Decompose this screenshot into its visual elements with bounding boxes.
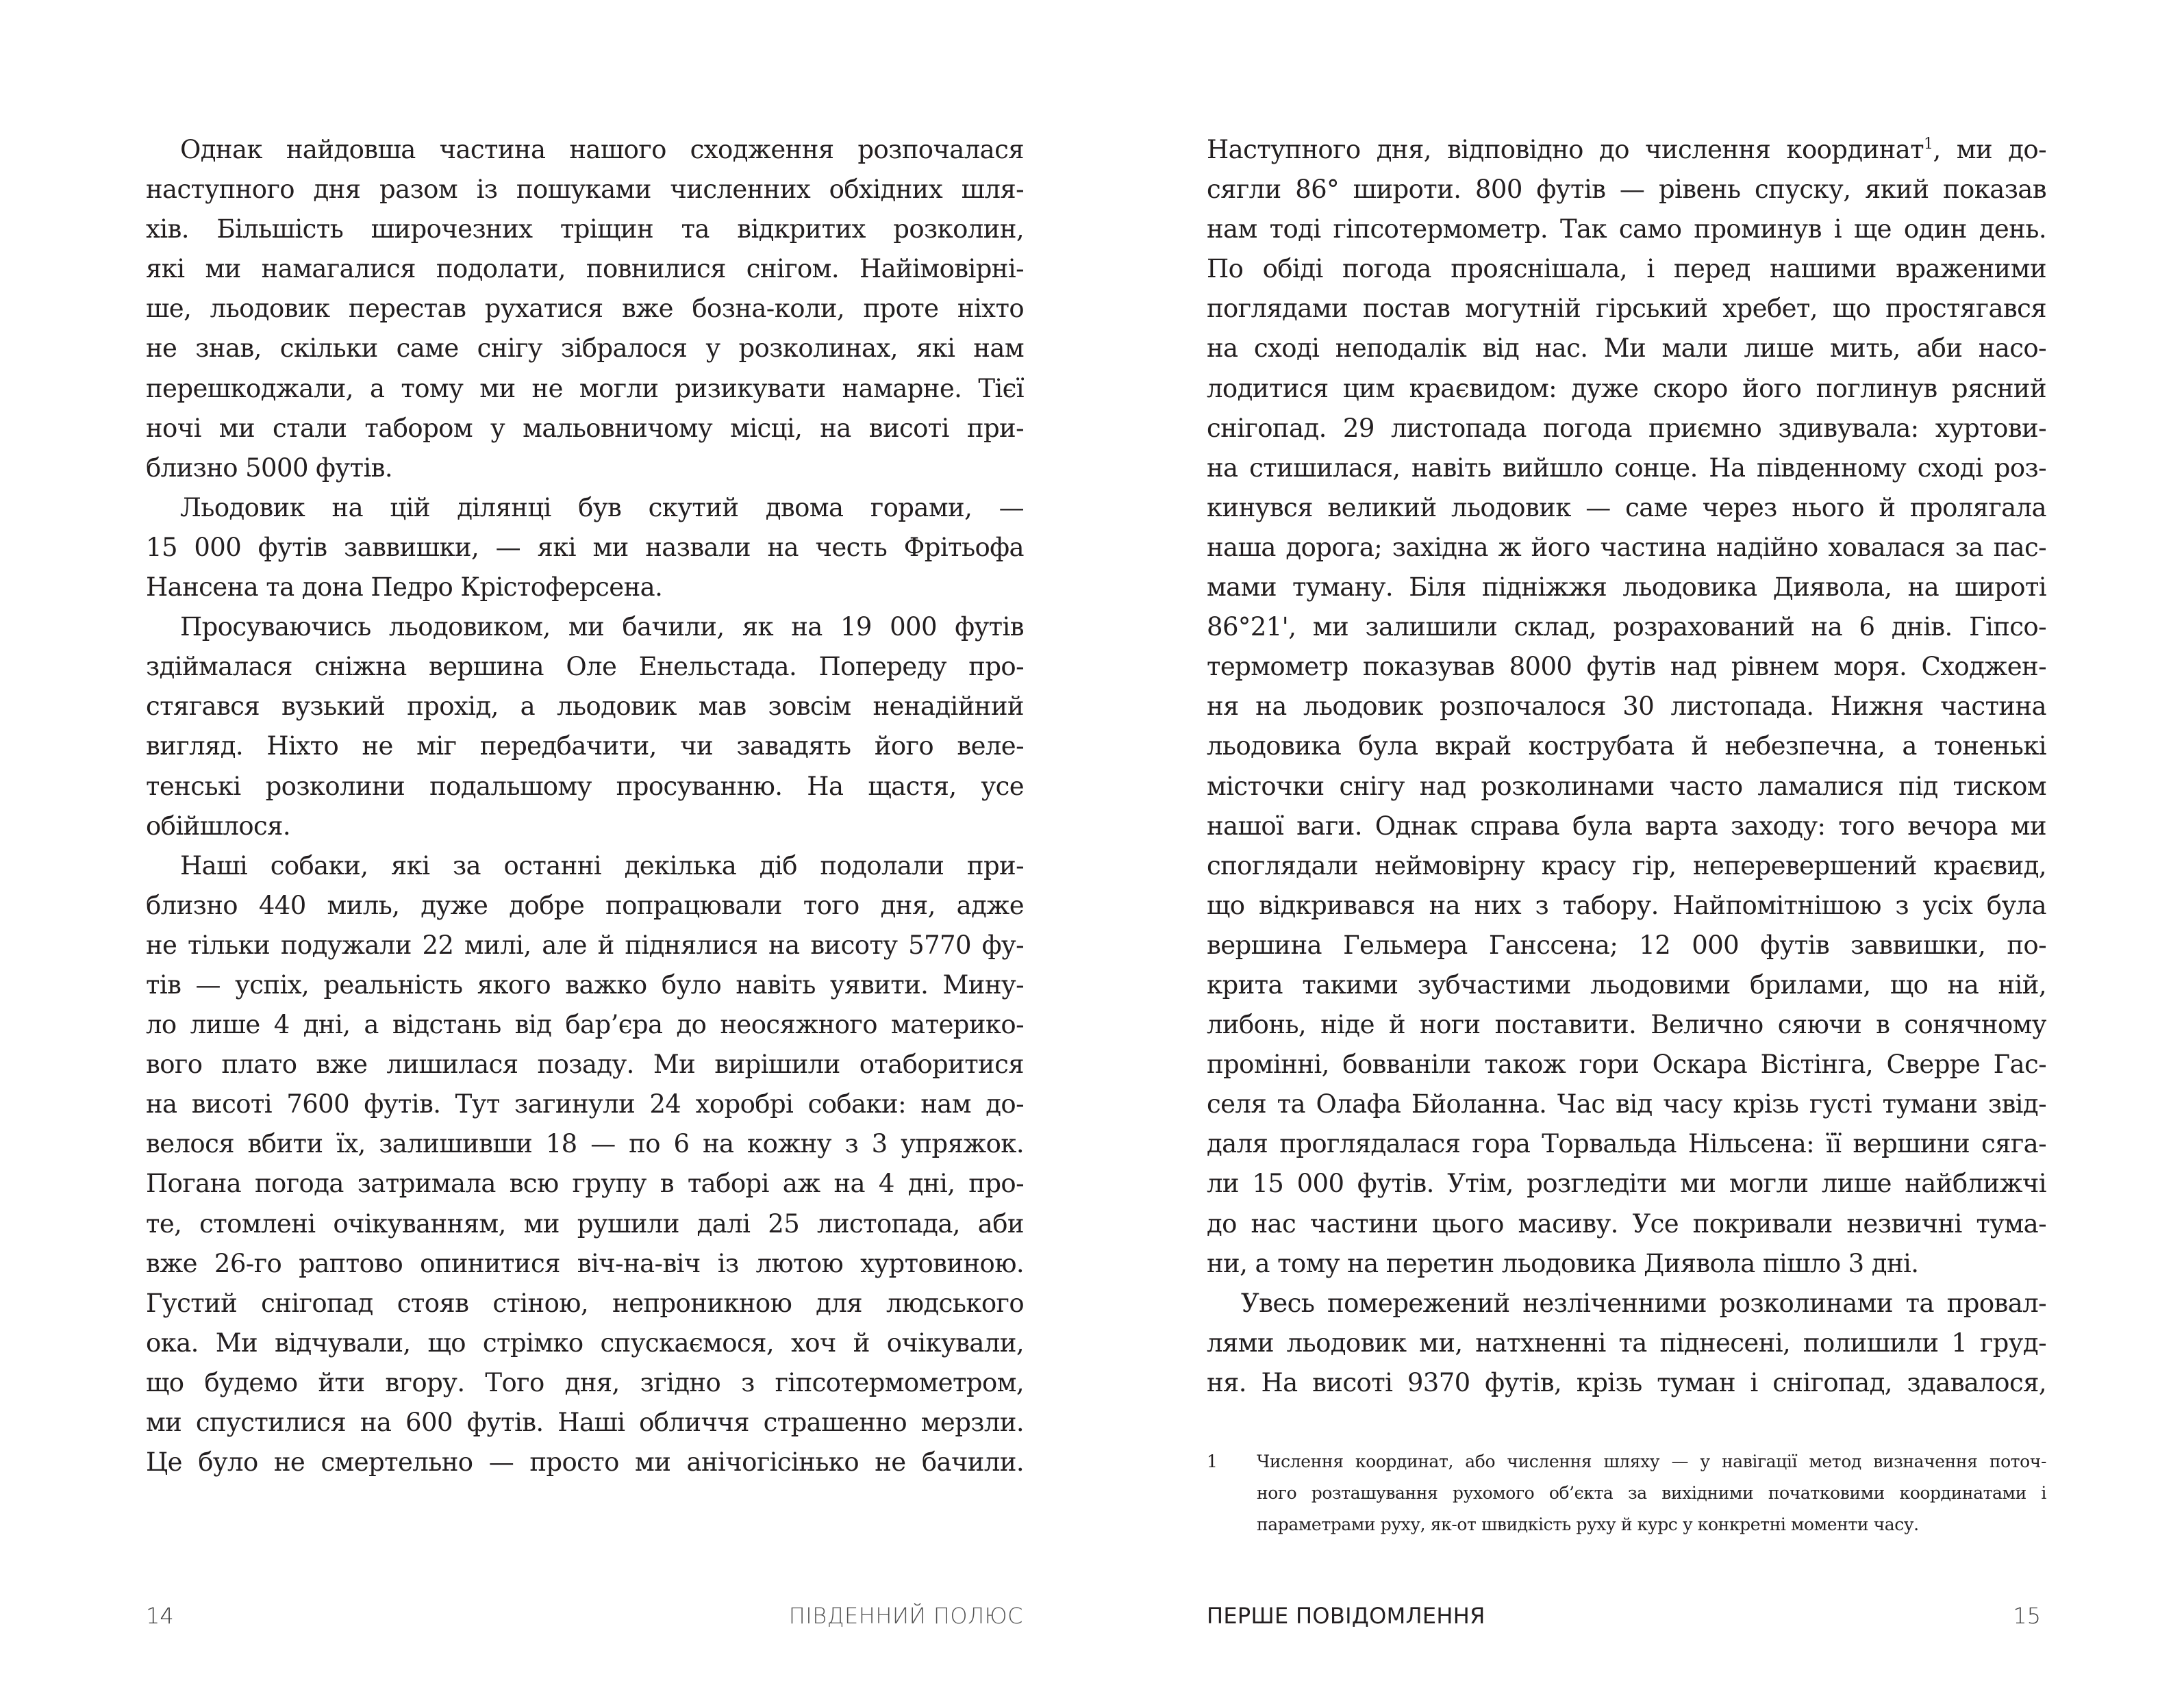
- text-line: [1207, 1124, 2046, 1164]
- text-line: [146, 1443, 1024, 1482]
- text-line: [1207, 767, 2046, 807]
- line-text: споглядали неймовірну красу гір, неперевершений краєвид,: [1207, 850, 2046, 880]
- line-text: нашої ваги. Однак справа була варта заходу: того вечора ми: [1207, 811, 2046, 841]
- line-text: кинувся великий льодовик — саме через нього й пролягала: [1207, 492, 2046, 522]
- line-text: наступного дня разом із пошуками численних обхідних шля-: [146, 175, 1024, 205]
- text-line: [1207, 1363, 2046, 1403]
- line-text: ни, а тому на перетин льодовика Диявола пішло 3 дні.: [1207, 1248, 1919, 1278]
- line-text: сягли 86° широти. 800 футів — рівень спуску, який показав: [1207, 175, 2046, 205]
- line-text: на стишилася, навіть вийшло сонце. На південному сході роз-: [1207, 453, 2046, 483]
- line-text-continued: , ми до-: [1933, 135, 2046, 164]
- line-text: ше, льодовик перестав рухатися вже бозна-коли, проте ніхто: [146, 294, 1024, 324]
- line-text: близно 440 миль, дуже добре попрацювали того дня, адже: [146, 890, 1024, 920]
- line-text: лями льодовик ми, натхненні та піднесені, полишили 1 груд-: [1207, 1328, 2046, 1358]
- text-line: [146, 1204, 1024, 1244]
- line-text: на сході неподалік від нас. Ми мали лише мить, аби насо-: [1207, 333, 2046, 364]
- text-line: [1207, 1284, 2046, 1323]
- line-text: вершина Гельмера Ганссена; 12 000 футів заввишки, по-: [1207, 930, 2046, 960]
- text-line: [1207, 965, 2046, 1005]
- line-text: промінні, бовваніли також гори Оскара Вістінга, Сверре Гас-: [1207, 1050, 2046, 1080]
- text-line: [146, 1244, 1024, 1284]
- line-text: тів — успіх, реальність якого важко було навіть уявити. Мину-: [146, 970, 1024, 1000]
- text-line: [146, 448, 1024, 488]
- line-text: Погана погода затримала всю групу в таборі аж на 4 дні, про-: [146, 1169, 1024, 1199]
- text-line: [1207, 687, 2046, 726]
- line-text: вого плато вже лишилася позаду. Ми вирішили отаборитися: [146, 1050, 1024, 1080]
- text-line: [1207, 607, 2046, 647]
- line-text: обійшлося.: [146, 811, 291, 841]
- text-line: [146, 210, 1024, 249]
- line-text: ока. Ми відчували, що стрімко спускаємося, хоч й очікували,: [146, 1328, 1024, 1358]
- text-line: [1207, 1323, 2046, 1363]
- footnote-line: ного розташування рухомого об’єкта за вихідними початковими координатами і: [1257, 1483, 2046, 1503]
- text-line: [146, 1403, 1024, 1443]
- text-line: [146, 767, 1024, 807]
- text-line: [146, 528, 1024, 568]
- text-line: [1207, 1085, 2046, 1124]
- text-line: [146, 409, 1024, 448]
- line-text: вже 26-го раптово опинитися віч-на-віч із лютою хуртовиною.: [146, 1248, 1024, 1278]
- text-line: [146, 1085, 1024, 1124]
- line-text: вигляд. Ніхто не міг передбачити, чи завадять його веле-: [146, 731, 1024, 761]
- text-line: [146, 369, 1024, 409]
- text-line: [146, 926, 1024, 965]
- text-line: [146, 1045, 1024, 1085]
- text-line: [146, 1323, 1024, 1363]
- line-text: ночі ми стали табором у мальовничому місці, на висоті при-: [146, 413, 1024, 443]
- text-line: [1207, 807, 2046, 846]
- text-line: [1207, 1164, 2046, 1204]
- line-text: що відкривався на них з табору. Найпомітнішою з усіх була: [1207, 890, 2046, 920]
- line-text: здіймалася сніжна вершина Оле Енельстада. Попереду про-: [146, 652, 1024, 682]
- line-text: термометр показував 8000 футів над рівнем моря. Сходжен-: [1207, 652, 2046, 682]
- text-line: [146, 488, 1024, 528]
- line-text: 86°21', ми залишили склад, розрахований на 6 днів. Гіпсо-: [1207, 612, 2046, 642]
- line-text: Просуваючись льодовиком, ми бачили, як на 19 000 футів: [180, 612, 1024, 642]
- text-line: [1207, 1204, 2046, 1244]
- line-text: Нансена та дона Педро Крістоферсена.: [146, 572, 663, 603]
- line-text: льодовика була вкрай кострубата й небезпечна, а тоненькі: [1207, 731, 2046, 761]
- text-line: [1207, 448, 2046, 488]
- text-line: [146, 1164, 1024, 1204]
- text-line: [146, 568, 1024, 607]
- line-text: наша дорога; західна ж його частина надійно ховалася за пас-: [1207, 532, 2046, 562]
- line-text: снігопад. 29 листопада погода приємно здивувала: хуртови-: [1207, 413, 2046, 443]
- line-text: велося вбити їх, залишивши 18 — по 6 на кожну з 3 упряжок.: [146, 1129, 1024, 1159]
- text-line: [146, 1284, 1024, 1323]
- line-text: мами туману. Біля підніжжя льодовика Диявола, на широті: [1207, 572, 2046, 603]
- left-page-body: [146, 130, 1024, 1482]
- line-text: до нас частини цього масиву. Усе покривали незвичні тума-: [1207, 1208, 2046, 1239]
- line-text: Льодовик на цій ділянці був скутий двома горами, —: [180, 492, 1024, 522]
- text-line: [146, 289, 1024, 329]
- text-line: [1207, 726, 2046, 766]
- text-line: [146, 807, 1024, 846]
- line-text: Густий снігопад стояв стіною, непроникною для людського: [146, 1288, 1024, 1318]
- line-text: 15 000 футів заввишки, — які ми назвали на честь Фрітьофа: [146, 532, 1024, 562]
- line-text: не знав, скільки саме снігу зібралося у розколинах, які нам: [146, 333, 1024, 364]
- line-text: селя та Олафа Бйоланна. Час від часу крізь густі тумани звід-: [1207, 1089, 2046, 1119]
- text-line: [1207, 926, 2046, 965]
- line-text: що будемо йти вгору. Того дня, згідно з гіпсотермометром,: [146, 1367, 1024, 1397]
- text-line: [1207, 210, 2046, 249]
- line-text: на висоті 7600 футів. Тут загинули 24 хоробрі собаки: нам до-: [146, 1089, 1024, 1119]
- text-line: [1207, 130, 2046, 170]
- line-text: ня на льодовик розпочалося 30 листопада. Нижня частина: [1207, 692, 2046, 722]
- page-number-left: 14: [146, 1603, 174, 1629]
- text-line: [146, 726, 1024, 766]
- footnote-text: [1257, 1446, 2046, 1541]
- running-title-chapter: ПЕРШЕ ПОВІДОМЛЕННЯ: [1207, 1603, 1485, 1629]
- line-text: либонь, ніде й ноги поставити. Велично сяючи в сонячному: [1207, 1010, 2046, 1040]
- text-line: [1207, 488, 2046, 528]
- footnote-line: параметрами руху, як-от швидкість руху й курс у конкретні моменти часу.: [1257, 1515, 1919, 1534]
- text-line: [146, 687, 1024, 726]
- text-line: [1207, 369, 2046, 409]
- running-title-book: ПІВДЕННИЙ ПОЛЮС: [788, 1603, 1023, 1629]
- line-text: ми спустилися на 600 футів. Наші обличчя страшенно мерзли.: [146, 1408, 1024, 1437]
- line-text: Наші собаки, які за останні декілька діб подолали при-: [180, 850, 1024, 880]
- text-line: [1207, 568, 2046, 607]
- text-line: [1207, 1045, 2046, 1085]
- line-text: лодитися цим краєвидом: дуже скоро його поглинув рясний: [1207, 373, 2046, 403]
- line-text: те, стомлені очікуванням, ми рушили далі 25 листопада, аби: [146, 1208, 1024, 1239]
- text-line: [146, 607, 1024, 647]
- page-number-right: 15: [2013, 1603, 2041, 1629]
- text-line: [146, 170, 1024, 210]
- footnote-line: Числення координат, або числення шляху — у навігації метод визначення поточ-: [1257, 1452, 2046, 1471]
- text-line: [146, 1005, 1024, 1045]
- text-line: [146, 329, 1024, 368]
- text-line: [1207, 886, 2046, 926]
- line-text: крита такими зубчастими льодовими брилами, що на ній,: [1207, 970, 2046, 1000]
- line-text: хів. Більшість широчезних тріщин та відкритих розколин,: [146, 214, 1024, 244]
- right-page-body: [1207, 130, 2046, 1403]
- text-line: [1207, 647, 2046, 687]
- line-text: нам тоді гіпсотермометр. Так само проминув і ще один день.: [1207, 214, 2046, 244]
- text-line: [1207, 289, 2046, 329]
- line-text: стягався вузький прохід, а льодовик мав зовсім ненадійний: [146, 692, 1024, 722]
- text-line: [1207, 1244, 2046, 1284]
- right-page: [1092, 0, 2184, 1698]
- footnote-reference[interactable]: 1: [1924, 136, 1933, 153]
- line-text: ня. На висоті 9370 футів, крізь туман і снігопад, здавалося,: [1207, 1367, 2046, 1397]
- text-line: [146, 1124, 1024, 1164]
- line-text: Наступного дня, відповідно до числення координат: [1207, 135, 1924, 164]
- text-line: [1207, 170, 2046, 210]
- text-line: [146, 886, 1024, 926]
- text-line: [1207, 409, 2046, 448]
- text-line: [146, 249, 1024, 289]
- text-line: [1207, 846, 2046, 886]
- line-text: ло лише 4 дні, а відстань від бар’єра до неосяжного материко-: [146, 1010, 1024, 1040]
- line-text: близно 5000 футів.: [146, 453, 393, 483]
- line-text: які ми намагалися подолати, повнилися снігом. Найімовірні-: [146, 254, 1024, 284]
- line-text: По обіді погода прояснішала, і перед нашими враженими: [1207, 254, 2046, 284]
- text-line: [146, 846, 1024, 886]
- line-text: ли 15 000 футів. Утім, розгледіти ми могли лише найближчі: [1207, 1169, 2046, 1199]
- line-text: даля проглядалася гора Торвальда Нільсена: її вершини сяга-: [1207, 1129, 2046, 1159]
- text-line: [146, 1363, 1024, 1403]
- text-line: [146, 130, 1024, 170]
- line-text: Увесь помережений незліченними розколинами та провал-: [1241, 1288, 2046, 1318]
- line-text: Це було не смертельно — просто ми анічогісінько не бачили.: [146, 1447, 1024, 1478]
- line-text: перешкоджали, а тому ми не могли ризикувати намарне. Тієї: [146, 373, 1024, 403]
- text-line: [1207, 249, 2046, 289]
- text-line: [1207, 528, 2046, 568]
- line-text: тенські розколини подальшому просуванню. На щастя, усе: [146, 771, 1024, 801]
- line-text: місточки снігу над розколинами часто ламалися під тиском: [1207, 771, 2046, 801]
- text-line: [146, 965, 1024, 1005]
- text-line: [1207, 329, 2046, 368]
- line-text: не тільки подужали 22 милі, але й піднялися на висоту 5770 фу-: [146, 930, 1024, 960]
- line-text: Однак найдовша частина нашого сходження розпочалася: [180, 135, 1024, 164]
- text-line: [1207, 1005, 2046, 1045]
- line-text: поглядами постав могутній гірський хребет, що простягався: [1207, 294, 2046, 324]
- footnote-number: 1: [1207, 1452, 1218, 1471]
- text-line: [146, 647, 1024, 687]
